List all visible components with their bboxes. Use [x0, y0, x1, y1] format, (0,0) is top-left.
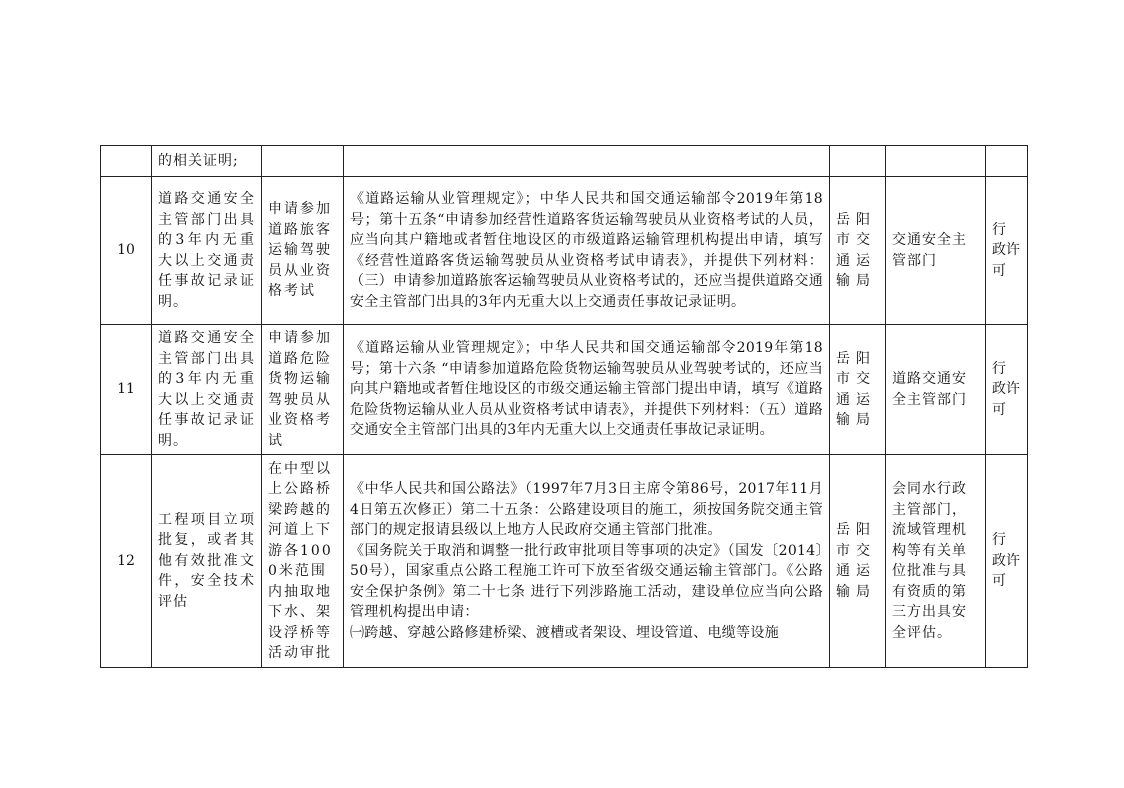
table-row — [101, 177, 1028, 325]
required-material: 工程项目立项批复，或者其他有效批准文件，安全技术评估 — [152, 455, 262, 668]
permit-table — [100, 145, 1028, 668]
application-item: 申请参加道路旅客运输驾驶员从业资格考试 — [262, 177, 344, 325]
required-material: 的相关证明; — [152, 146, 262, 177]
row-number — [101, 146, 152, 177]
table-row — [101, 455, 1028, 668]
issuing-department: 交通安全主管部门 — [886, 177, 986, 325]
issuing-department: 道路交通安全主管部门 — [886, 325, 986, 455]
issuing-department — [886, 146, 986, 177]
handling-authority: 岳阳市交通运输局 — [830, 177, 886, 325]
matter-type — [986, 146, 1028, 177]
legal-basis: 《道路运输从业管理规定》；中华人民共和国交通运输部令2019年第18号；第十五条“申请参加经营性道路客货运输驾驶员从业资格考试的人员，应当向其户籍地或者暂住地设区的市级道路运输管理机构提出申请，填写《经营性道路客货运输驾驶员从业资格考试申请表》，并提供下列材料：（三）申请参加道路旅客运输驾驶员从业资格考试的，还应当提供道路交通安全主管部门出具的3年内无重大以上交通责任事故记录证明。 — [344, 177, 830, 325]
application-item: 在中型以上公路桥梁跨越的河道上下游各1000米范围内抽取地下水、架设浮桥等活动审批 — [262, 455, 344, 668]
row-number: 11 — [101, 325, 152, 455]
table-row — [101, 325, 1028, 455]
table-row — [101, 146, 1028, 177]
handling-authority: 岳阳市交通运输局 — [830, 325, 886, 455]
application-item: 申请参加道路危险货物运输驾驶员从业资格考试 — [262, 325, 344, 455]
handling-authority — [830, 146, 886, 177]
row-number: 10 — [101, 177, 152, 325]
required-material: 道路交通安全主管部门出具的3年内无重大以上交通责任事故记录证明。 — [152, 325, 262, 455]
matter-type: 行 政许可 — [986, 325, 1028, 455]
issuing-department: 会同水行政主管部门，流域管理机构等有关单位批准与具有资质的第三方出具安全评估。 — [886, 455, 986, 668]
legal-basis — [344, 146, 830, 177]
handling-authority: 岳阳市交通运输局 — [830, 455, 886, 668]
legal-basis: 《道路运输从业管理规定》；中华人民共和国交通运输部令2019年第18号；第十六条 “申请参加道路危险货物运输驾驶员从业驾驶考试的，还应当向其户籍地或者暂住地设区的市级交通运输主管部门提出申请，填写《道路危险货物运输从业人员从业资格考试申请表》，并提供下列材料：（五）道路交通安全主管部门出具的3年内无重大以上交通责任事故记录证明。 — [344, 325, 830, 455]
required-material: 道路交通安全主管部门出具的3年内无重大以上交通责任事故记录证明。 — [152, 177, 262, 325]
legal-basis: 《中华人民共和国公路法》（1997年7月3日主席令第86号，2017年11月4日第五次修正）第二十五条：公路建设项目的施工，须按国务院交通主管部门的规定报请县级以上地方人民政府交通主管部门批准。 《国务院关于取消和调整一批行政审批项目等事项的决定》（国发〔2014〕50号），国家重点公路工程施工许可下放至省级交通运输主管部门。《公路安全保护条例》第二十七条 进行下列涉路施工活动，建设单位应当向公路管理机构提出申请： ㈠跨越、穿越公路修建桥梁、渡槽或者架设、埋设管道、电缆等设施 — [344, 455, 830, 668]
matter-type: 行 政许可 — [986, 177, 1028, 325]
application-item — [262, 146, 344, 177]
matter-type: 行 政许可 — [986, 455, 1028, 668]
row-number: 12 — [101, 455, 152, 668]
